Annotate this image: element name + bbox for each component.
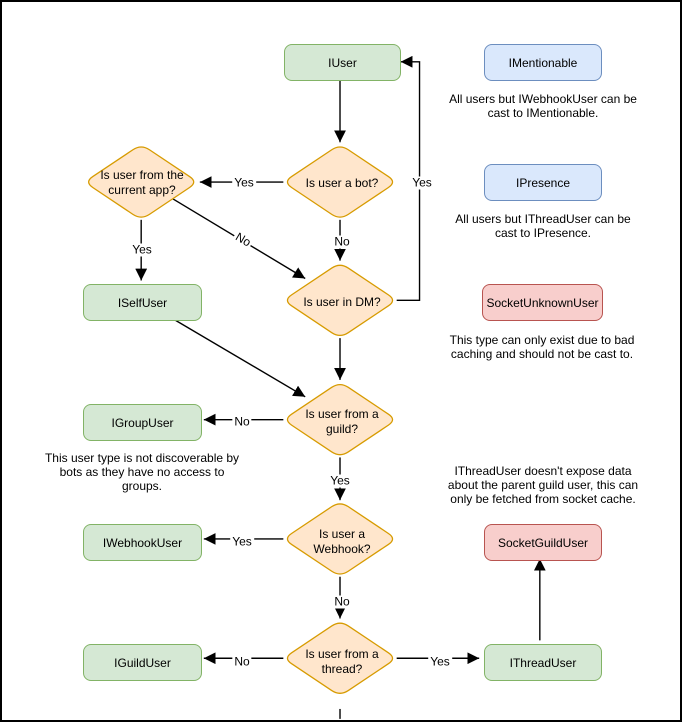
edge-label-guild-to-group: No (234, 414, 250, 429)
decision-is-dm-label: Is user in DM? (303, 294, 381, 309)
node-ipresence: IPresence (484, 164, 602, 201)
edge-label-webhook-to-thread: No (334, 594, 350, 609)
node-iwebhookuser: IWebhookUser (83, 524, 202, 561)
edge-label-bot-to-dm: No (334, 234, 350, 249)
node-igroupuser: IGroupUser (83, 404, 202, 441)
note-ithreaduser: IThreadUser doesn't expose data about the parent guild user, this can only be fetched from socket cache. (447, 464, 639, 506)
node-socketunknownuser: SocketUnknownUser (482, 284, 603, 321)
edge-label-webhook-to-iwebhook: Yes (232, 534, 252, 549)
node-imentionable: IMentionable (484, 44, 602, 81)
decision-is-bot-label: Is user a bot? (305, 175, 379, 190)
node-socketguilduser: SocketGuildUser (484, 524, 602, 561)
decision-is-guild-label: Is user from a guild? (305, 407, 379, 436)
note-socketunknownuser: This type can only exist due to bad caching and should not be cast to. (449, 333, 635, 361)
edge-label-app-to-dm: No (233, 229, 254, 250)
decision-is-current-app-label: Is user from the current app? (100, 168, 184, 197)
edge-label-app-to-self: Yes (132, 242, 152, 257)
edge-label-bot-to-app: Yes (234, 175, 254, 190)
note-imentionable: All users but IWebhookUser can be cast to IMentionable. (449, 92, 637, 120)
node-iguilduser: IGuildUser (83, 644, 202, 681)
decision-is-thread-label: Is user from a thread? (305, 647, 379, 676)
edge-label-dm-to-iuser: Yes (412, 175, 432, 190)
note-igroupuser: This user type is not discoverable by bots as they have no access to groups. (44, 451, 240, 493)
node-iuser: IUser (284, 44, 401, 81)
edge-label-thread-to-ithread: Yes (430, 654, 450, 669)
note-ipresence: All users but IThreadUser can be cast to IPresence. (455, 212, 631, 240)
node-ithreaduser: IThreadUser (484, 644, 602, 681)
edge-label-guild-to-webhook: Yes (330, 473, 350, 488)
node-iselfuser: ISelfUser (83, 284, 202, 321)
edge-label-thread-to-iguild: No (234, 654, 250, 669)
decision-is-webhook-label: Is user a Webhook? (313, 527, 371, 556)
